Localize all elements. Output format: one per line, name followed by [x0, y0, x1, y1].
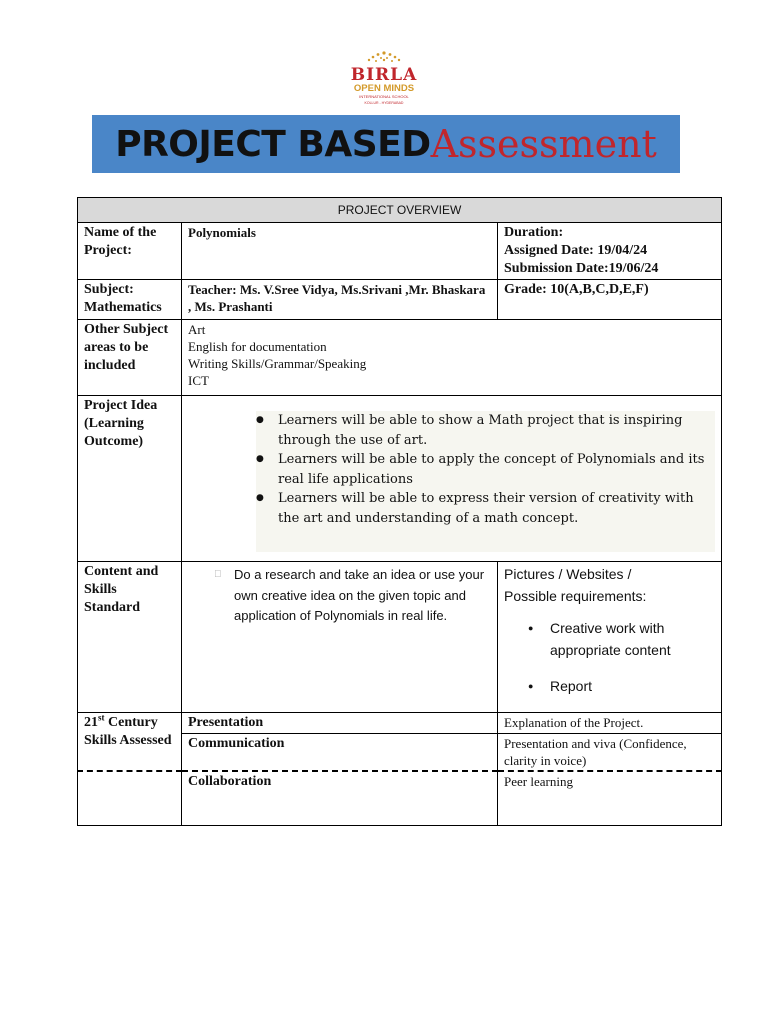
skill-name: Presentation [182, 713, 498, 734]
school-logo [338, 50, 430, 108]
empty-cell [78, 771, 182, 825]
resources-line2: Possible requirements: [504, 588, 647, 604]
list-item: Art [188, 322, 206, 337]
resources-line1: Pictures / Websites / [504, 566, 632, 582]
missing-glyph-icon [214, 565, 222, 586]
project-idea-label: Project Idea (Learning Outcome) [78, 396, 182, 562]
skills-label-text: Century Skills Assessed [84, 715, 172, 748]
list-item: ICT [188, 373, 209, 388]
skills-label-number: 21 [84, 715, 98, 730]
content-description [188, 565, 491, 627]
content-skills-label: Content and Skills Standard [78, 562, 182, 713]
project-overview-table [77, 197, 722, 826]
resources-list [504, 617, 715, 697]
banner-title-part2: Assessment [430, 122, 657, 166]
list-item: English for documentation [188, 339, 327, 354]
skills-assessed-label [78, 713, 182, 772]
outcome-item: ● Learners will be able to express their version of creativity with the art and understanding of a math concept. [256, 489, 709, 528]
outcome-item: ● Learners will be able to show a Math project that is inspiring through the use of art. [256, 411, 709, 450]
content-description-cell [182, 562, 498, 713]
logo-crown-icon [338, 50, 430, 66]
logo-tagline: OPEN MINDS [353, 83, 415, 94]
logo-subtitle: INTERNATIONAL SCHOOL [359, 94, 409, 99]
duration-cell [498, 223, 722, 280]
banner-title-part1: PROJECT BASED [115, 123, 431, 165]
skills-label-sup: st [98, 712, 105, 723]
other-subjects-list [182, 320, 722, 396]
skill-description: Presentation and viva (Confidence, clarity in voice) [498, 734, 722, 772]
logo-name: BIRLA [350, 65, 418, 85]
learning-outcomes-cell [182, 396, 722, 562]
outcome-item: ● Learners will be able to apply the concept of Polynomials and its real life applications [256, 450, 709, 489]
learning-outcomes-box [256, 411, 715, 552]
list-item: Writing Skills/Grammar/Speaking [188, 356, 367, 371]
other-subjects-label: Other Subject areas to be included [78, 320, 182, 396]
title-banner [92, 115, 680, 173]
logo-city: KOLLUR - HYDERABAD [364, 101, 404, 105]
resources-cell [498, 562, 722, 713]
skill-description: Peer learning [498, 771, 722, 825]
list-item: ● Creative work with appropriate content [504, 617, 715, 661]
list-item: ● Report [504, 675, 715, 697]
project-name-label: Name of the Project: [78, 223, 182, 280]
content-text: Do a research and take an idea or use your own creative idea on the given topic and application of Polynomials in real life. [234, 567, 485, 623]
teacher-names: Teacher: Ms. V.Sree Vidya, Ms.Srivani ,Mr. Bhaskara , Ms. Prashanti [182, 280, 498, 320]
skill-description: Explanation of the Project. [498, 713, 722, 734]
skill-name: Communication [182, 734, 498, 772]
subject-label: Subject: Mathematics [78, 280, 182, 320]
project-name-value: Polynomials [182, 223, 498, 280]
submission-date: Submission Date:19/06/24 [504, 261, 659, 276]
grade-value: Grade: 10(A,B,C,D,E,F) [498, 280, 722, 320]
duration-label: Duration: [504, 225, 564, 240]
assigned-date: Assigned Date: 19/04/24 [504, 243, 648, 258]
table-header: PROJECT OVERVIEW [78, 198, 722, 223]
skill-name: Collaboration [182, 771, 498, 825]
outcome-spacer [256, 528, 709, 550]
